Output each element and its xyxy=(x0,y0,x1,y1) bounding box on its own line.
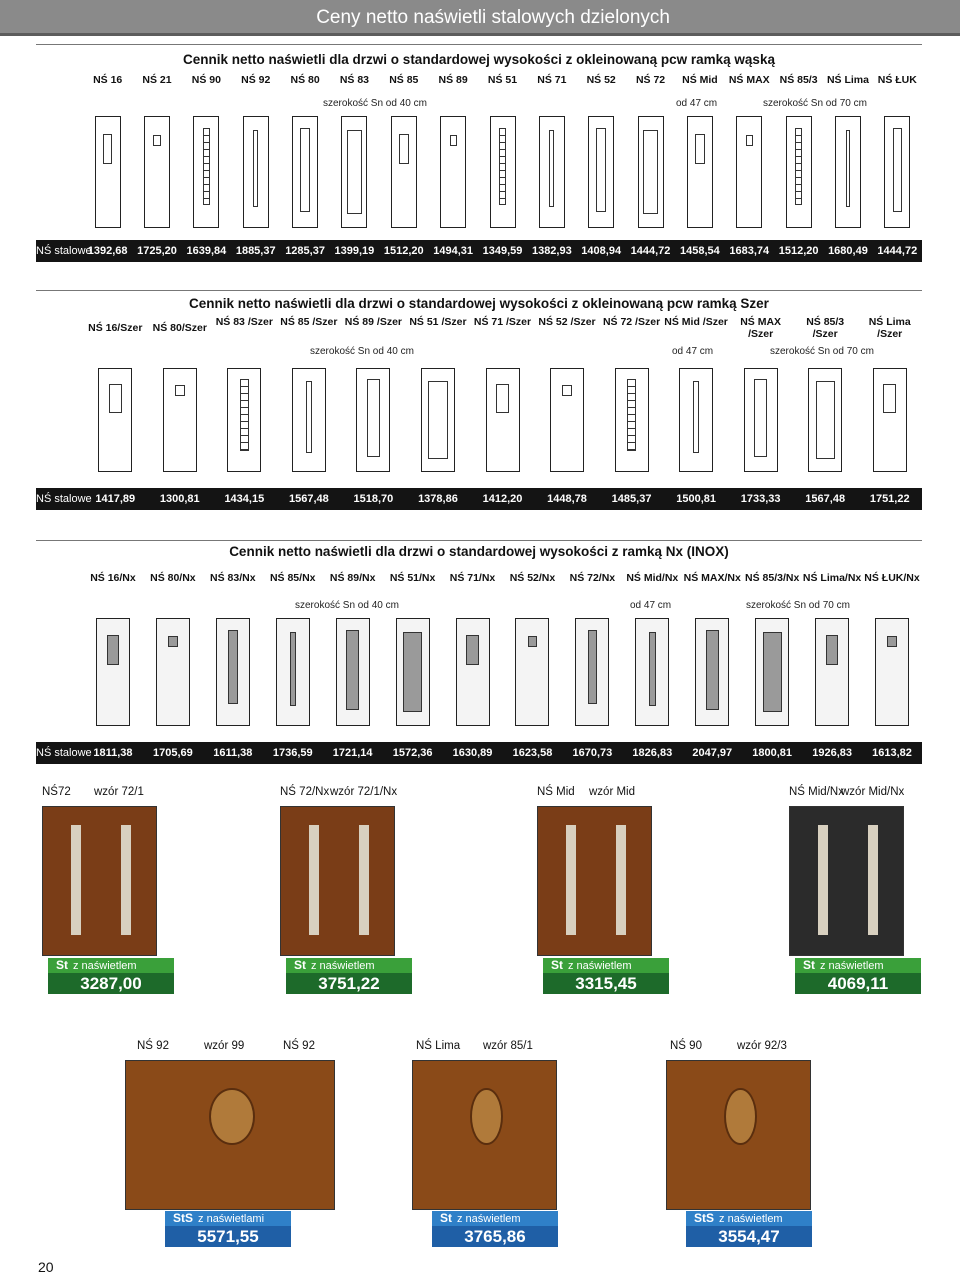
product-card xyxy=(537,786,667,996)
column-header: NŚ 72 /Szer xyxy=(602,316,661,328)
product-card xyxy=(280,786,410,996)
column-header: NŚ 16/Szer xyxy=(88,322,143,334)
column-header: NŚ ŁUK xyxy=(877,74,917,86)
price-value: 1378,86 xyxy=(418,493,458,505)
panel-drawings xyxy=(36,618,922,728)
product-pattern: wzór Mid/Nx xyxy=(841,786,905,798)
badge-type: St xyxy=(294,958,306,972)
column-header: NŚ 51 /Szer xyxy=(409,316,467,328)
door-glass-strip xyxy=(616,825,626,935)
column-header: NŚ 85 /Szer xyxy=(280,316,338,328)
column-header: NŚ 16/Nx xyxy=(90,572,136,584)
panel-glass-pane xyxy=(528,636,538,647)
door-photo xyxy=(412,1060,557,1210)
column-header: NŚ MAX/Nx xyxy=(683,572,741,584)
column-header: NŚ 85/Nx xyxy=(269,572,316,584)
product-pattern: wzór Mid xyxy=(589,786,636,798)
page-title: Ceny netto naświetli stalowych dzielonych xyxy=(316,7,670,28)
door-ornament xyxy=(470,1088,503,1145)
column-header: NŚ 51 xyxy=(487,74,518,86)
price-value: 1826,83 xyxy=(632,747,673,759)
panel-glass-pane xyxy=(627,379,637,450)
column-header: NŚ MAX /Szer xyxy=(740,316,782,340)
price-value: 1567,48 xyxy=(288,493,329,505)
price-value: 2047,97 xyxy=(692,747,733,759)
price-value: 1285,37 xyxy=(285,245,325,257)
glass-panel-drawing xyxy=(156,618,190,726)
panel-glass-pane xyxy=(450,135,457,146)
column-header: NŚ 21 xyxy=(142,74,172,86)
glass-panel-drawing xyxy=(336,618,370,726)
glass-panel-drawing xyxy=(635,618,669,726)
column-header: NŚ 71 /Szer xyxy=(473,316,532,328)
column-header: NŚ 80 xyxy=(290,74,320,86)
badge-price: 3765,86 xyxy=(432,1226,558,1247)
price-value: 1485,37 xyxy=(611,493,652,505)
price-value: 1512,20 xyxy=(778,245,819,257)
glass-panel-drawing xyxy=(356,368,390,472)
panel-glass-pane xyxy=(596,128,606,212)
glass-panel-drawing xyxy=(575,618,609,726)
table-title: Cennik netto naświetli dla drzwi o standardowej wysokości z okleinowaną pcw ramką Szer xyxy=(189,296,769,311)
price-value: 1680,49 xyxy=(828,245,868,257)
glass-panel-drawing xyxy=(638,116,664,228)
price-value: 1399,19 xyxy=(334,245,375,257)
product-pattern: wzór 85/1 xyxy=(483,1040,533,1052)
price-value: 1725,20 xyxy=(137,245,177,257)
column-header: NŚ 89 /Szer xyxy=(344,316,402,328)
price-table-1 xyxy=(36,44,922,264)
badge-type: St xyxy=(803,958,815,972)
panel-glass-pane xyxy=(109,384,122,413)
price-badge xyxy=(686,1211,812,1247)
panel-glass-pane xyxy=(403,632,422,713)
product-card xyxy=(416,1040,616,1245)
width-label: od 47 cm xyxy=(676,98,718,109)
product-card xyxy=(137,1040,337,1245)
glass-panel-drawing xyxy=(687,116,713,228)
panel-glass-pane xyxy=(168,636,178,647)
badge-text: z naświetlem xyxy=(568,960,632,972)
product-card xyxy=(42,786,172,996)
glass-panel-drawing xyxy=(884,116,910,228)
panel-glass-pane xyxy=(240,379,250,450)
product-name: NŚ 92 xyxy=(137,1040,169,1052)
price-badge xyxy=(543,958,669,994)
badge-caption xyxy=(432,1211,558,1226)
badge-price: 3315,45 xyxy=(543,973,669,994)
panel-drawings xyxy=(36,116,922,230)
badge-caption xyxy=(686,1211,812,1226)
row-label: NŚ stalowe xyxy=(36,747,92,759)
width-row xyxy=(36,98,922,114)
panel-glass-pane xyxy=(399,134,409,165)
panel-glass-pane xyxy=(153,135,160,146)
column-header: NŚ 85/3 /Szer xyxy=(806,316,845,340)
price-badge xyxy=(286,958,412,994)
panel-glass-pane xyxy=(893,128,903,212)
product-name: NŚ 92 xyxy=(283,1040,315,1052)
badge-type: St xyxy=(56,958,68,972)
product-name: NŚ 72/Nx xyxy=(280,786,330,798)
column-header: NŚ 52/Nx xyxy=(509,572,556,584)
column-header: NŚ 83 xyxy=(339,74,370,86)
price-row xyxy=(36,240,922,262)
panel-glass-pane xyxy=(795,128,802,205)
panel-glass-pane xyxy=(826,635,839,665)
price-badge xyxy=(795,958,921,994)
door-glass-strip xyxy=(121,825,131,935)
header-strip xyxy=(0,33,960,36)
price-value: 1392,68 xyxy=(87,245,128,257)
price-value: 1611,38 xyxy=(213,747,253,759)
badge-price: 5571,55 xyxy=(165,1226,291,1247)
column-header: NŚ 90 xyxy=(191,74,221,86)
glass-panel-drawing xyxy=(456,618,490,726)
column-header: NŚ Lima/Nx xyxy=(802,572,862,584)
glass-panel-drawing xyxy=(786,116,812,228)
badge-type: StS xyxy=(694,1211,715,1225)
panel-glass-pane xyxy=(695,134,705,165)
product-pattern: wzór 92/3 xyxy=(737,1040,787,1052)
price-value: 1885,37 xyxy=(235,245,276,257)
badge-caption xyxy=(286,958,412,973)
badge-text: z naświetlem xyxy=(457,1213,521,1225)
glass-panel-drawing xyxy=(515,618,549,726)
badge-text: z naświetlem xyxy=(311,960,375,972)
price-value: 1382,93 xyxy=(531,245,572,257)
section-divider xyxy=(36,44,922,45)
price-value: 1444,72 xyxy=(877,245,918,257)
panel-glass-pane xyxy=(300,128,310,212)
price-value: 1512,20 xyxy=(383,245,424,257)
column-header: NŚ 85 xyxy=(389,74,419,86)
product-name: NŚ72 xyxy=(42,786,71,798)
width-label: szerokość Sn od 40 cm xyxy=(310,346,414,357)
door-glass-strip xyxy=(359,825,369,935)
glass-panel-drawing xyxy=(396,618,430,726)
glass-panel-drawing xyxy=(615,368,649,472)
glass-panel-drawing xyxy=(163,368,197,472)
panel-glass-pane xyxy=(347,130,361,214)
glass-panel-drawing xyxy=(292,116,318,228)
glass-panel-drawing xyxy=(873,368,907,472)
glass-panel-drawing xyxy=(539,116,565,228)
badge-price: 3751,22 xyxy=(286,973,412,994)
width-label: szerokość Sn od 70 cm xyxy=(763,98,867,109)
price-value: 1417,89 xyxy=(95,493,136,505)
price-value: 1412,20 xyxy=(482,493,523,505)
door-glass-strip xyxy=(868,825,878,935)
page-header xyxy=(0,0,960,36)
badge-text: z naświetlami xyxy=(198,1213,265,1225)
price-table-3 xyxy=(36,540,922,764)
panel-glass-pane xyxy=(706,630,719,711)
column-header: NŚ ŁUK/Nx xyxy=(864,572,920,584)
column-headers xyxy=(36,74,922,88)
badge-caption xyxy=(795,958,921,973)
product-name: NŚ Mid/Nx xyxy=(789,786,844,798)
door-glass-strip xyxy=(71,825,81,935)
page-number: 20 xyxy=(38,1259,54,1275)
badge-type: St xyxy=(551,958,563,972)
section-divider xyxy=(36,540,922,541)
badge-text: z naświetlem xyxy=(820,960,884,972)
price-value: 1683,74 xyxy=(729,245,770,257)
column-header: NŚ 89/Nx xyxy=(329,572,376,584)
price-table-2 xyxy=(36,290,922,512)
glass-panel-drawing xyxy=(216,618,250,726)
price-value: 1670,73 xyxy=(572,747,613,759)
badge-text: z naświetlem xyxy=(73,960,137,972)
column-header: NŚ MAX xyxy=(728,74,770,86)
price-value: 1926,83 xyxy=(812,747,852,759)
price-value: 1518,70 xyxy=(353,493,394,505)
column-header: NŚ 72/Nx xyxy=(569,572,616,584)
product-card xyxy=(789,786,919,996)
panel-glass-pane xyxy=(883,384,896,413)
glass-panel-drawing xyxy=(276,618,310,726)
door-photo xyxy=(125,1060,335,1210)
product-card xyxy=(670,1040,870,1245)
door-photo xyxy=(666,1060,811,1210)
column-header: NŚ 52 /Szer xyxy=(538,316,596,328)
width-row xyxy=(36,600,922,616)
price-value: 1494,31 xyxy=(433,245,474,257)
glass-panel-drawing xyxy=(193,116,219,228)
column-header: NŚ 80/Nx xyxy=(150,572,196,584)
price-badge xyxy=(432,1211,558,1247)
width-label: od 47 cm xyxy=(630,600,672,611)
price-badge xyxy=(48,958,174,994)
panel-glass-pane xyxy=(103,134,113,165)
price-value: 1349,59 xyxy=(482,245,523,257)
column-header: NŚ 51/Nx xyxy=(389,572,436,584)
price-value: 1705,69 xyxy=(153,747,193,759)
price-value: 1572,36 xyxy=(392,747,433,759)
price-value: 1623,58 xyxy=(512,747,553,759)
badge-type: St xyxy=(440,1211,452,1225)
door-photo xyxy=(789,806,904,956)
badge-type: StS xyxy=(173,1211,194,1225)
price-value: 1408,94 xyxy=(581,245,622,257)
column-header: NŚ 52 xyxy=(586,74,616,86)
badge-price: 3287,00 xyxy=(48,973,174,994)
price-value: 1630,89 xyxy=(452,747,493,759)
glass-panel-drawing xyxy=(875,618,909,726)
panel-glass-pane xyxy=(367,379,380,457)
panel-glass-pane xyxy=(253,130,258,207)
column-header: NŚ 92 xyxy=(241,74,271,86)
door-glass-strip xyxy=(566,825,576,935)
column-header: NŚ 89 xyxy=(438,74,468,86)
glass-panel-drawing xyxy=(227,368,261,472)
column-headers xyxy=(36,566,922,592)
glass-panel-drawing xyxy=(144,116,170,228)
width-label: szerokość Sn od 70 cm xyxy=(770,346,874,357)
glass-panel-drawing xyxy=(98,368,132,472)
panel-glass-pane xyxy=(643,130,657,214)
glass-panel-drawing xyxy=(391,116,417,228)
price-value: 1751,22 xyxy=(869,493,910,505)
glass-panel-drawing xyxy=(679,368,713,472)
panel-glass-pane xyxy=(693,381,699,452)
price-value: 1567,48 xyxy=(805,493,846,505)
panel-glass-pane xyxy=(107,635,120,665)
column-header: NŚ 85/3 xyxy=(779,74,818,86)
product-name: NŚ Lima xyxy=(416,1040,461,1052)
glass-panel-drawing xyxy=(421,368,455,472)
glass-panel-drawing xyxy=(695,618,729,726)
column-header: NŚ 83/Nx xyxy=(210,572,256,584)
panel-glass-pane xyxy=(346,630,359,711)
glass-panel-drawing xyxy=(550,368,584,472)
panel-glass-pane xyxy=(428,381,447,459)
price-value: 1434,15 xyxy=(224,493,265,505)
glass-panel-drawing xyxy=(588,116,614,228)
product-name: NŚ Mid xyxy=(537,786,575,798)
door-photo xyxy=(42,806,157,956)
door-photo xyxy=(280,806,395,956)
panel-glass-pane xyxy=(763,632,782,713)
price-value: 1639,84 xyxy=(186,245,227,257)
glass-panel-drawing xyxy=(744,368,778,472)
column-header: NŚ 80/Szer xyxy=(152,322,207,334)
panel-glass-pane xyxy=(846,130,851,207)
glass-panel-drawing xyxy=(808,368,842,472)
panel-glass-pane xyxy=(816,381,835,459)
price-value: 1800,81 xyxy=(752,747,793,759)
column-header: NŚ Mid /Szer xyxy=(664,316,728,328)
price-value: 1448,78 xyxy=(547,493,587,505)
column-header: NŚ 16 xyxy=(93,74,123,86)
price-value: 1444,72 xyxy=(630,245,671,257)
price-value: 1300,81 xyxy=(159,493,200,505)
width-row xyxy=(36,346,922,362)
price-value: 1721,14 xyxy=(332,747,373,759)
glass-panel-drawing xyxy=(341,116,367,228)
badge-caption xyxy=(543,958,669,973)
glass-panel-drawing xyxy=(96,618,130,726)
panel-glass-pane xyxy=(649,632,655,706)
price-value: 1500,81 xyxy=(676,493,716,505)
badge-price: 4069,11 xyxy=(795,973,921,994)
door-ornament xyxy=(209,1088,255,1145)
glass-panel-drawing xyxy=(486,368,520,472)
glass-panel-drawing xyxy=(440,116,466,228)
column-header: NŚ 71 xyxy=(537,74,567,86)
panel-glass-pane xyxy=(496,384,509,413)
panel-glass-pane xyxy=(203,128,210,205)
glass-panel-drawing xyxy=(736,116,762,228)
column-header: NŚ Lima /Szer xyxy=(868,316,911,340)
panel-glass-pane xyxy=(549,130,554,207)
panel-glass-pane xyxy=(588,630,598,704)
width-label: szerokość Sn od 40 cm xyxy=(295,600,399,611)
panel-glass-pane xyxy=(466,635,479,665)
column-headers xyxy=(36,316,922,342)
panel-glass-pane xyxy=(290,632,296,706)
column-header: NŚ Lima xyxy=(826,74,869,86)
door-glass-strip xyxy=(309,825,319,935)
door-glass-strip xyxy=(818,825,828,935)
width-label: od 47 cm xyxy=(672,346,714,357)
panel-glass-pane xyxy=(754,379,767,457)
row-label: NŚ stalowe xyxy=(36,245,92,257)
panel-glass-pane xyxy=(306,381,312,452)
panel-drawings xyxy=(36,368,922,474)
column-header: NŚ 72 xyxy=(635,74,666,86)
width-label: szerokość Sn od 70 cm xyxy=(746,600,850,611)
glass-panel-drawing xyxy=(95,116,121,228)
panel-glass-pane xyxy=(746,135,753,146)
price-value: 1458,54 xyxy=(680,245,720,257)
glass-panel-drawing xyxy=(292,368,326,472)
glass-panel-drawing xyxy=(755,618,789,726)
glass-panel-drawing xyxy=(243,116,269,228)
column-header: NŚ 85/3/Nx xyxy=(745,572,800,584)
table-title: Cennik netto naświetli dla drzwi o standardowej wysokości z okleinowaną pcw ramką wąską xyxy=(183,52,775,67)
panel-glass-pane xyxy=(887,636,897,647)
price-row xyxy=(36,742,922,764)
panel-glass-pane xyxy=(562,385,572,395)
price-value: 1733,33 xyxy=(740,493,781,505)
price-badge xyxy=(165,1211,291,1247)
door-ornament xyxy=(724,1088,757,1145)
panel-glass-pane xyxy=(228,630,238,704)
badge-price: 3554,47 xyxy=(686,1226,812,1247)
glass-panel-drawing xyxy=(815,618,849,726)
badge-text: z naświetlem xyxy=(719,1213,783,1225)
price-row xyxy=(36,488,922,510)
product-pattern: wzór 99 xyxy=(204,1040,245,1052)
glass-panel-drawing xyxy=(835,116,861,228)
column-header: NŚ 83 /Szer xyxy=(215,316,273,328)
table-title: Cennik netto naświetli dla drzwi o standardowej wysokości z ramką Nx (INOX) xyxy=(229,544,729,559)
product-pattern: wzór 72/1/Nx xyxy=(330,786,398,798)
column-header: NŚ 71/Nx xyxy=(449,572,496,584)
product-pattern: wzór 72/1 xyxy=(94,786,144,798)
panel-glass-pane xyxy=(175,385,185,395)
column-header: NŚ Mid xyxy=(682,74,718,86)
door-photo xyxy=(537,806,652,956)
section-divider xyxy=(36,290,922,291)
glass-panel-drawing xyxy=(490,116,516,228)
badge-caption xyxy=(48,958,174,973)
row-label: NŚ stalowe xyxy=(36,493,92,505)
price-value: 1736,59 xyxy=(272,747,313,759)
product-name: NŚ 90 xyxy=(670,1040,702,1052)
badge-caption xyxy=(165,1211,291,1226)
price-value: 1613,82 xyxy=(872,747,912,759)
column-header: NŚ Mid/Nx xyxy=(626,572,679,584)
width-label: szerokość Sn od 40 cm xyxy=(323,98,427,109)
price-value: 1811,38 xyxy=(93,747,133,759)
panel-glass-pane xyxy=(499,128,506,205)
